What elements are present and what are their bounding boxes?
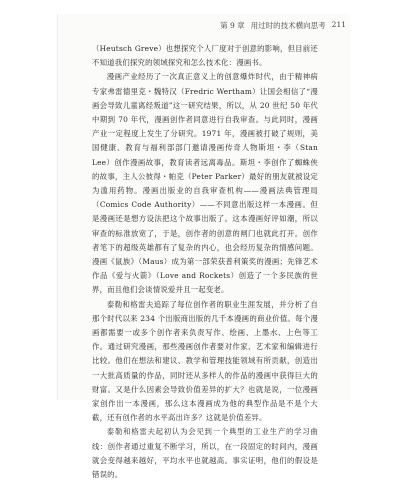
- paragraph: 漫画产业经历了一次真正意义上的创意爆炸时代，由于精神病专家弗雷德里克・魏特汉（Fredric Wertham）让国会相信了“漫画会导致儿童离经叛道”这一研究结果，所以，从 20 世纪 50 年代中期到 70 年代，漫画创作者同意进行自我审查。与此同时，漫画产业一定程度上发生了分研究。1971 年，漫画被打破了规则，美国健康、教育与福利部部门邀请漫画传奇人物斯坦・李（Stan Lee）创作漫画故事，教育读者远离毒品。斯坦・李创作了蜘蛛侠的故事，主人公彼得・帕克（Peter Parker）最好的朋友就被设定为滥用药物。漫画出版业的自我审查机构——漫画法典管理局（Comics Code Authority）——不同意出版这样一本漫画。但是漫画还是想方设法把这个故事出版了。这本漫画好评如潮，所以审查的标准放宽了，于是，创作者的创意的闸门也就此打开。创作者笔下的超级英雄都有了复杂的内心，也会经历复杂的情感问题。漫画《鼠族》（Maus）成为第一部荣获普利策奖的漫画；先锋艺术作品《爱与火箭》（Love and Rockets）创造了一个多民族的世界，而且他们会谈情说爱并且一起变老。: [92, 72, 318, 295]
- book-page: [58, 14, 350, 480]
- chapter-title: 用过时的技术横向思考: [250, 21, 326, 30]
- running-header: [220, 20, 346, 31]
- chapter-label: 第 9 章: [220, 21, 245, 30]
- page-number: 211: [331, 20, 346, 29]
- paragraph: 泰勒和格雷夫起初认为会见到一个典型的工业生产的学习曲线：创作者通过重复不断学习，所以，在一段固定的时间内，漫画就会变得越来越好，平均水平也就越高。事实证明，他们的假设是错误的。: [92, 427, 318, 480]
- body-text: [92, 42, 318, 482]
- paragraph: （Heutsch Greve）也想探究个人厂度对于创意的影响，但目前还不知道我们探究的领域探究和怎么技术化：漫画书。: [92, 44, 318, 68]
- paragraph: 泰勒和格雷夫追踪了每位创作者的职业生涯发展，并分析了自那个时代以来 234 个出版商出版的几千本漫画的商业价值。每个漫画都需要一或多个创作者来负责写作、绘画、上墨水、上色等工作。通过研究漫画，那些漫画创作者要对作家、艺术家和编辑进行比较。他们在想法和建议、教学和管理技能领域有所贡献，创造出一大批高质量的作品，同时还从多样人的作品的漫画中获得巨大的财富。又是什么因素会导致价值差异的扩大？也就是说，一位漫画家创作出一本漫画，那么这本漫画成为他的典型作品是不是个大截，还有创作者的水平高出许多？这就是价值差异。: [92, 299, 318, 423]
